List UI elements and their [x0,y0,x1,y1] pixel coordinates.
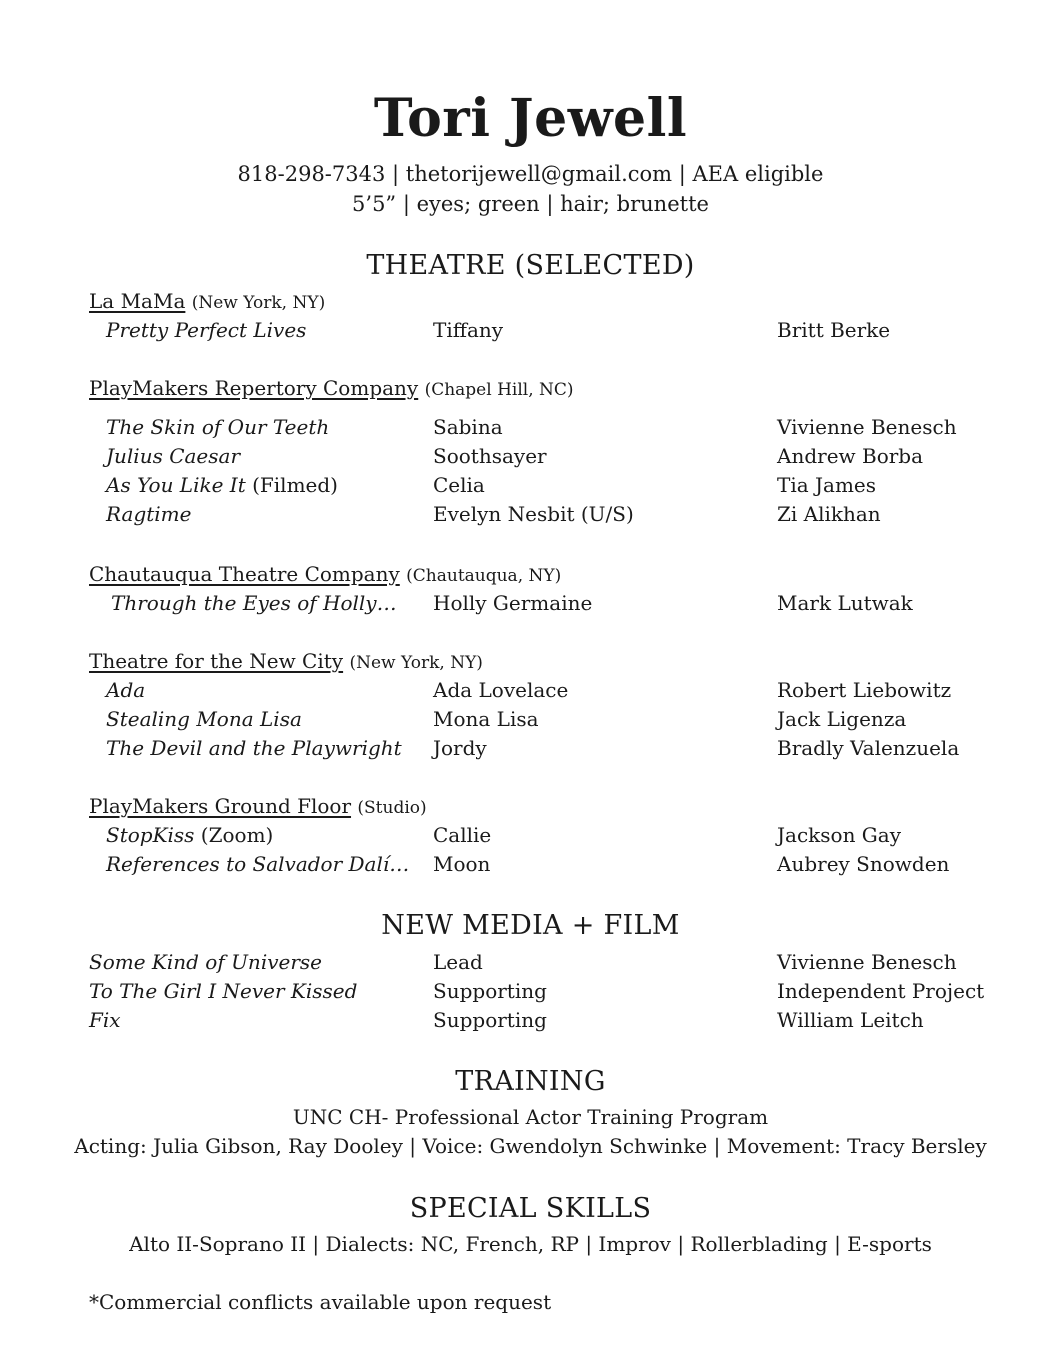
actor-name: Tori Jewell [373,88,688,149]
credit-role: Mona Lisa [433,707,539,731]
credit-director: Britt Berke [777,318,891,342]
credit-role: Sabina [433,415,503,439]
company-heading [89,649,483,673]
credit-director: Vivienne Benesch [777,950,957,974]
credit-title-group [106,823,273,847]
credit-director: Mark Lutwak [777,591,913,615]
company-location: (Studio) [357,798,427,818]
credit-title-suffix: (Zoom) [194,823,274,847]
credit-title: Ragtime [106,502,192,526]
company-name: PlayMakers Repertory Company [89,376,419,400]
credit-title: Fix [89,1008,121,1032]
company-name: Chautauqua Theatre Company [89,562,400,586]
training-section-title: TRAINING [455,1066,606,1097]
credit-role: Callie [433,823,492,847]
credit-row [0,415,1061,443]
credit-director: Zi Alikhan [777,502,881,526]
credit-title-group [106,473,338,497]
credit-title: To The Girl I Never Kissed [89,979,358,1003]
contact-line: 818-298-7343 | thetorijewell@gmail.com | AEA eligible [237,162,824,186]
credit-row [0,707,1061,735]
training-teachers: Acting: Julia Gibson, Ray Dooley | Voice: Gwendolyn Schwinke | Movement: Tracy Bersley [74,1134,987,1158]
credit-director: Vivienne Benesch [777,415,957,439]
special-skills-section-title: SPECIAL SKILLS [409,1193,652,1224]
company-heading [89,794,427,818]
credit-title: Through the Eyes of Holly… [111,591,397,615]
credit-director: William Leitch [777,1008,924,1032]
theatre-section-title: THEATRE (SELECTED) [366,250,695,281]
company-name: PlayMakers Ground Floor [89,794,352,818]
credit-row [0,823,1061,851]
credit-role: Evelyn Nesbit (U/S) [433,502,634,526]
credit-role: Moon [433,852,491,876]
credit-row [0,318,1061,346]
commercial-conflicts-note: *Commercial conflicts available upon request [89,1290,552,1314]
credit-director: Tia James [777,473,877,497]
company-heading [89,562,561,586]
credit-director: Jack Ligenza [777,707,907,731]
credit-director: Robert Liebowitz [777,678,952,702]
credit-title: The Devil and the Playwright [106,736,402,760]
credit-role: Soothsayer [433,444,547,468]
credit-role: Celia [433,473,485,497]
credit-director: Independent Project [777,979,985,1003]
credit-role: Holly Germaine [433,591,593,615]
credit-role: Supporting [433,979,547,1003]
credit-row [0,736,1061,764]
credit-row [0,950,1061,978]
credit-role: Tiffany [433,318,504,342]
credit-title: Ada [106,678,146,702]
company-name: Theatre for the New City [89,649,344,673]
stats-line: 5’5” | eyes; green | hair; brunette [352,192,709,216]
credit-title: Pretty Perfect Lives [106,318,307,342]
company-location: (Chautauqua, NY) [406,566,562,586]
credit-row [0,852,1061,880]
special-skills-list: Alto II-Soprano II | Dialects: NC, French, RP | Improv | Rollerblading | E-sports [129,1232,932,1256]
credit-row [0,473,1061,501]
company-heading [89,376,574,400]
credit-title: References to Salvador Dalí… [106,852,410,876]
credit-director: Jackson Gay [777,823,902,847]
credit-title: As You Like It [106,473,246,497]
credit-director: Aubrey Snowden [777,852,950,876]
credit-title: Julius Caesar [106,444,241,468]
credit-title: Stealing Mona Lisa [106,707,302,731]
credit-row [0,678,1061,706]
credit-role: Ada Lovelace [433,678,569,702]
company-heading [89,289,325,313]
company-name: La MaMa [89,289,186,313]
company-location: (Chapel Hill, NC) [424,380,574,400]
training-program: UNC CH- Professional Actor Training Program [292,1105,769,1129]
credit-row [0,1008,1061,1036]
credit-title: StopKiss [106,823,195,847]
credit-director: Andrew Borba [777,444,924,468]
credit-role: Lead [433,950,483,974]
credit-title-suffix: (Filmed) [245,473,338,497]
company-location: (New York, NY) [349,653,483,673]
company-location: (New York, NY) [191,293,326,313]
credit-title: Some Kind of Universe [89,950,323,974]
credit-row [0,591,1061,619]
credit-row [0,444,1061,472]
credit-director: Bradly Valenzuela [777,736,960,760]
credit-row [0,502,1061,530]
credit-row [0,979,1061,1007]
credit-role: Supporting [433,1008,547,1032]
credit-role: Jordy [433,736,487,760]
new-media-section-title: NEW MEDIA + FILM [381,910,680,941]
credit-title: The Skin of Our Teeth [106,415,330,439]
